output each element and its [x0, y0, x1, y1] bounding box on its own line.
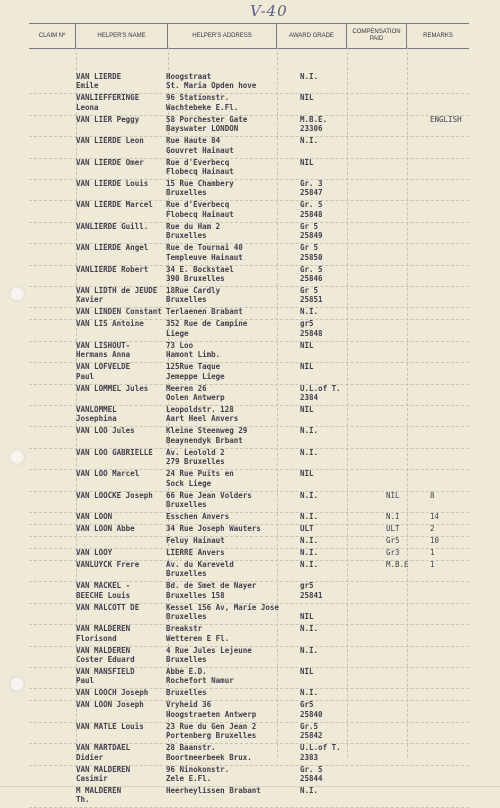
- award-grade-text: 25850: [300, 252, 323, 262]
- award-grade-text: N.I.: [300, 426, 319, 436]
- award-grade-text: Gr 5: [300, 243, 319, 253]
- helper-name-text: VAN LOO Marcel: [76, 469, 140, 479]
- award-grade-text: U.L.of T.: [300, 743, 341, 753]
- helper-name-text: VAN MALCOTT DE: [76, 602, 140, 612]
- helper-name-text: VAN LIER Peggy: [76, 114, 140, 124]
- helper-address-text: Terlaenen Brabant: [166, 307, 243, 317]
- helper-address-text: Abbe E.D.: [166, 667, 207, 676]
- helper-name-text: VAN LOON Joseph: [76, 700, 144, 710]
- award-grade-text: Gr. 5: [300, 200, 323, 210]
- helper-name-text: VAN LIDTH de JEUDE: [76, 286, 158, 295]
- helper-address-text: Meeren 26: [166, 383, 207, 393]
- award-grade-text: NIL: [300, 157, 314, 167]
- helper-address-text: 58 Porchester Gate: [166, 114, 248, 124]
- helper-address-text: 73 Loo: [166, 340, 194, 350]
- entry-ruling-line: [29, 536, 469, 537]
- helper-address-text: Beaynendyk Brbant: [166, 435, 243, 445]
- helper-name-text: Leona: [76, 102, 99, 112]
- helper-address-text: 28 Baanstr.: [166, 743, 216, 753]
- helper-address-text: Bruxelles: [166, 612, 207, 622]
- helper-address-text: Flobecq Hainaut: [166, 209, 234, 219]
- helper-name-text: VANLUYCK Frere: [76, 560, 140, 569]
- award-grade-text: NIL: [300, 469, 314, 479]
- helper-address-text: Hamont Limb.: [166, 350, 221, 360]
- award-grade-text: N.I.: [300, 490, 319, 500]
- helper-address-text: Av. du Kareveld: [166, 560, 234, 569]
- punch-hole: [9, 286, 25, 302]
- compensation-paid-text: Gr5: [386, 536, 400, 545]
- award-grade-text: Gr 5: [300, 286, 319, 295]
- helper-address-text: Boortmeerbeek Brux.: [166, 752, 252, 762]
- helper-address-text: Jemeppe Liege: [166, 371, 225, 381]
- helper-name-text: VAN MARTDAEL: [76, 743, 131, 753]
- award-grade-text: 2383: [300, 752, 319, 762]
- helper-address-text: Bruxelles: [166, 688, 207, 698]
- award-grade-text: Gr. 5: [300, 764, 323, 774]
- award-grade-text: Gr. 5: [300, 264, 323, 274]
- helper-name-text: VAN LOO Jules: [76, 426, 135, 436]
- award-grade-text: N.I.: [300, 645, 319, 655]
- helper-name-text: VAN LOON: [76, 512, 113, 521]
- helper-address-text: Bruxelles: [166, 231, 207, 241]
- helper-name-text: VANLIERDE Guill.: [76, 221, 149, 231]
- award-grade-text: 25840: [300, 709, 323, 719]
- award-grade-text: NIL: [300, 667, 314, 676]
- remarks-header: REMARKS: [423, 32, 453, 39]
- helper-address-text: Bruxelles: [166, 188, 207, 198]
- award-grade-text: N.I.: [300, 512, 319, 521]
- helper-name-text: Coster Eduard: [76, 655, 135, 664]
- helper-name-text: VAN MACKEL -: [76, 581, 131, 591]
- helper-address-text: 352 Rue de Campine: [166, 319, 248, 329]
- helper-name-text: Th.: [76, 795, 90, 805]
- remarks-text: 8: [430, 490, 435, 500]
- helper-name-text: VAN LISHOUT-: [76, 340, 131, 350]
- helper-name-text: Casimir: [76, 774, 108, 783]
- award-grade-text: NIL: [300, 93, 314, 103]
- award-grade-text: M.B.E.: [300, 114, 328, 124]
- award-grade-text: N.I.: [300, 786, 319, 795]
- award-grade-text: gr5: [300, 319, 314, 329]
- helper-address-text: 125Rue Taque: [166, 362, 221, 372]
- award-grade-text: 25851: [300, 295, 323, 305]
- helper-address-text: Heerheylissen Brabant: [166, 786, 261, 795]
- punch-hole: [9, 676, 25, 692]
- helper-address-text: Breakstr: [166, 624, 203, 634]
- helper-name-text: VAN LIERDE Omer: [76, 157, 144, 167]
- helper-name-text: Emile: [76, 81, 99, 91]
- helper-name-text: Xavier: [76, 295, 104, 305]
- remarks-text: 10: [430, 536, 440, 545]
- column-divider: [277, 47, 278, 757]
- compensation-paid-text: M.B.E: [386, 560, 409, 569]
- helper-name-text: Hermans Anna: [76, 350, 131, 360]
- helper-address-text: Flobecq Hainaut: [166, 167, 234, 176]
- handwritten-card-mark: V-40: [250, 2, 288, 20]
- claim-number-header: CLAIM Nº: [29, 24, 76, 48]
- compensation-paid-text: NIL: [386, 490, 400, 500]
- column-divider: [407, 47, 408, 757]
- award-grade-text: Gr 5: [300, 221, 319, 231]
- helper-address-text: LIERRE Anvers: [166, 548, 225, 557]
- helper-name-text: VAN LIERDE Angel: [76, 243, 149, 253]
- helper-name-text: VAN LIS Antoine: [76, 319, 144, 329]
- award-grade-text: NIL: [300, 405, 314, 414]
- helper-address-text: Rue Haute 84: [166, 136, 221, 146]
- helper-name-text: VAN MANSFIELD: [76, 667, 135, 676]
- award-grade-text: 25842: [300, 731, 323, 741]
- helper-name-text: VAN LOMMEL Jules: [76, 383, 149, 393]
- helper-address-text: Rochefort Namur: [166, 676, 234, 686]
- helper-address-text: Vryheid 36: [166, 700, 212, 710]
- helper-address-text: 4 Rue Jules Lejeune: [166, 645, 252, 655]
- helper-address-text: Rue du Ham 2: [166, 221, 221, 231]
- helper-address-text: Bruxelles: [166, 569, 207, 579]
- helper-address-text: Kleine Steenweg 29: [166, 426, 248, 436]
- helper-address-text: Bruxelles: [166, 295, 207, 305]
- helper-name-text: VAN LIERDE Marcel: [76, 200, 153, 210]
- helper-name-text: VAN LOON Abbe: [76, 524, 135, 533]
- award-grade-text: 25846: [300, 274, 323, 283]
- helper-address-text: Kessel 156 Av, Marie Jose: [166, 602, 279, 612]
- remarks-text: ENGLISH: [430, 114, 462, 124]
- helper-address-text: Hoogstraat: [166, 72, 212, 81]
- award-grade-text: U.L.of T.: [300, 383, 341, 393]
- award-grade-text: Gr. 3: [300, 179, 323, 188]
- award-grade-text: N.I.: [300, 536, 319, 545]
- helper-address-text: Liege: [166, 328, 189, 338]
- helper-address-text: Oolen Antwerp: [166, 393, 225, 402]
- helper-address-text: Bruxelles: [166, 500, 207, 509]
- helper-address-header: HELPER'S ADDRESS: [168, 24, 277, 48]
- helper-address-text: 66 Rue Jean Volders: [166, 490, 252, 500]
- remarks-text: 14: [430, 512, 440, 521]
- helper-address-text: Rue d'Everbecq: [166, 157, 230, 167]
- helper-name-text: VANLIERDE Robert: [76, 264, 149, 274]
- helper-address-text: Bayswater LONDON: [166, 124, 239, 134]
- helper-name-text: VAN LIERDE Leon: [76, 136, 144, 146]
- award-grade-text: N.I.: [300, 72, 319, 81]
- helper-name-text: Paul: [76, 676, 95, 686]
- column-divider: [347, 47, 348, 757]
- award-grade-header: AWARD GRADE: [277, 24, 347, 48]
- award-grade-text: 25841: [300, 590, 323, 600]
- helper-name-text: Didier: [76, 752, 104, 762]
- helper-name-text: VAN LOOY: [76, 548, 113, 557]
- award-grade-text: N.I.: [300, 307, 319, 317]
- helper-address-text: Sock Liege: [166, 478, 212, 488]
- helper-address-text: Bruxelles: [166, 655, 207, 664]
- helper-name-text: VAN MALDEREN: [76, 645, 131, 655]
- helper-address-text: 18Rue Cardly: [166, 286, 221, 295]
- helper-address-text: Zele E.Fl.: [166, 774, 212, 783]
- helper-address-text: Templeuve Hainaut: [166, 252, 243, 262]
- helper-address-text: Rue d'Everbecq: [166, 200, 230, 210]
- helper-name-text: VAN MALDEREN: [76, 764, 131, 774]
- award-grade-text: Gr5: [300, 700, 314, 710]
- helper-address-text: Portenberg Bruxelles: [166, 731, 257, 741]
- helper-address-text: 34 E. Bockstael: [166, 264, 234, 274]
- award-grade-text: Gr.5: [300, 721, 319, 731]
- award-grade-text: NIL: [300, 340, 314, 350]
- award-grade-text: 2384: [300, 393, 319, 402]
- helper-address-text: 96 Stationstr.: [166, 93, 230, 103]
- helper-name-text: BEECHE Louis: [76, 590, 131, 600]
- remarks-text: 2: [430, 524, 435, 533]
- compensation-paid-text: N.I: [386, 512, 400, 521]
- remarks-text: 1: [430, 560, 435, 569]
- helper-address-text: 390 Bruxelles: [166, 274, 225, 283]
- helper-address-text: Bruxelles 158: [166, 590, 225, 600]
- card-bottom-edge: [0, 786, 500, 787]
- helper-name-text: VAN LOO GABRIELLE: [76, 447, 153, 457]
- helper-address-text: Wetteren E Fl.: [166, 633, 230, 643]
- helper-address-text: 23 Rue du Gen Jean 2: [166, 721, 257, 731]
- helper-name-text: VAN MATLE Louis: [76, 721, 144, 731]
- helper-name-text: VANLOMMEL: [76, 405, 117, 414]
- helper-address-text: Esschen Anvers: [166, 512, 230, 521]
- compensation-paid-text: Gr3: [386, 548, 400, 557]
- helper-address-text: 96 Ninokonstr.: [166, 764, 230, 774]
- award-grade-text: N.I.: [300, 624, 319, 634]
- helper-name-text: Josephina: [76, 414, 117, 424]
- helper-name-text: VAN LOOCKE Joseph: [76, 490, 153, 500]
- helper-address-text: 24 Rue Puits en: [166, 469, 234, 479]
- award-grade-text: N.I.: [300, 136, 319, 146]
- helper-address-text: 15 Rue Chambery: [166, 179, 234, 188]
- helper-address-text: St. Maria Opden hove: [166, 81, 257, 91]
- helper-name-text: Paul: [76, 371, 95, 381]
- compensation-paid-header: COMPENSATION PAID: [347, 24, 407, 48]
- award-grade-text: 25848: [300, 328, 323, 338]
- helper-address-text: Av. Leolold 2: [166, 447, 225, 457]
- helper-name-text: VAN LIERDE: [76, 72, 122, 81]
- remarks-text: 1: [430, 548, 435, 557]
- helper-address-text: Bd. de Smet de Nayer: [166, 581, 257, 591]
- helper-name-text: VAN LINDEN Constant: [76, 307, 162, 317]
- award-grade-text: N.I.: [300, 688, 319, 698]
- compensation-paid-text: ULT: [386, 524, 400, 533]
- helper-address-text: Rue de Tournai 40: [166, 243, 243, 253]
- award-grade-text: N.I.: [300, 548, 319, 557]
- helper-name-header: HELPER'S NAME: [76, 24, 168, 48]
- helper-name-text: VAN MALDEREN: [76, 624, 131, 634]
- award-grade-text: gr5: [300, 581, 314, 591]
- helper-name-text: VANLIEFFERINGE: [76, 93, 140, 103]
- helper-address-text: Gouvret Hainaut: [166, 145, 234, 155]
- helper-name-text: Florisond: [76, 633, 117, 643]
- award-grade-text: NIL: [300, 612, 314, 622]
- award-grade-text: 25844: [300, 774, 323, 783]
- award-grade-text: 25847: [300, 188, 323, 198]
- helper-name-text: M MALDEREN: [76, 786, 122, 795]
- award-grade-text: 25848: [300, 209, 323, 219]
- award-grade-text: 23306: [300, 124, 323, 134]
- helper-address-text: Leopoldstr. 128: [166, 405, 234, 414]
- punch-hole: [9, 449, 25, 465]
- helper-name-text: VAN LOFVELDE: [76, 362, 131, 372]
- helper-address-text: Hoogstraeten Antwerp: [166, 709, 257, 719]
- helper-address-text: Aart Heel Anvers: [166, 414, 239, 424]
- helper-address-text: 279 Bruxelles: [166, 457, 225, 467]
- column-header-row: [29, 23, 469, 49]
- helper-name-text: VAN LIERDE Louis: [76, 179, 149, 188]
- award-grade-text: N.I.: [300, 447, 319, 457]
- award-grade-text: NIL: [300, 362, 314, 372]
- helper-name-text: VAN LOOCH Joseph: [76, 688, 149, 698]
- helper-address-text: Feluy Hainaut: [166, 536, 225, 545]
- helper-address-text: Wachtebeke E.Fl.: [166, 102, 239, 112]
- award-grade-text: ULT: [300, 524, 314, 533]
- award-grade-text: 25849: [300, 231, 323, 241]
- award-grade-text: N.I.: [300, 560, 319, 569]
- helper-address-text: 34 Rue Joseph Wauters: [166, 524, 261, 533]
